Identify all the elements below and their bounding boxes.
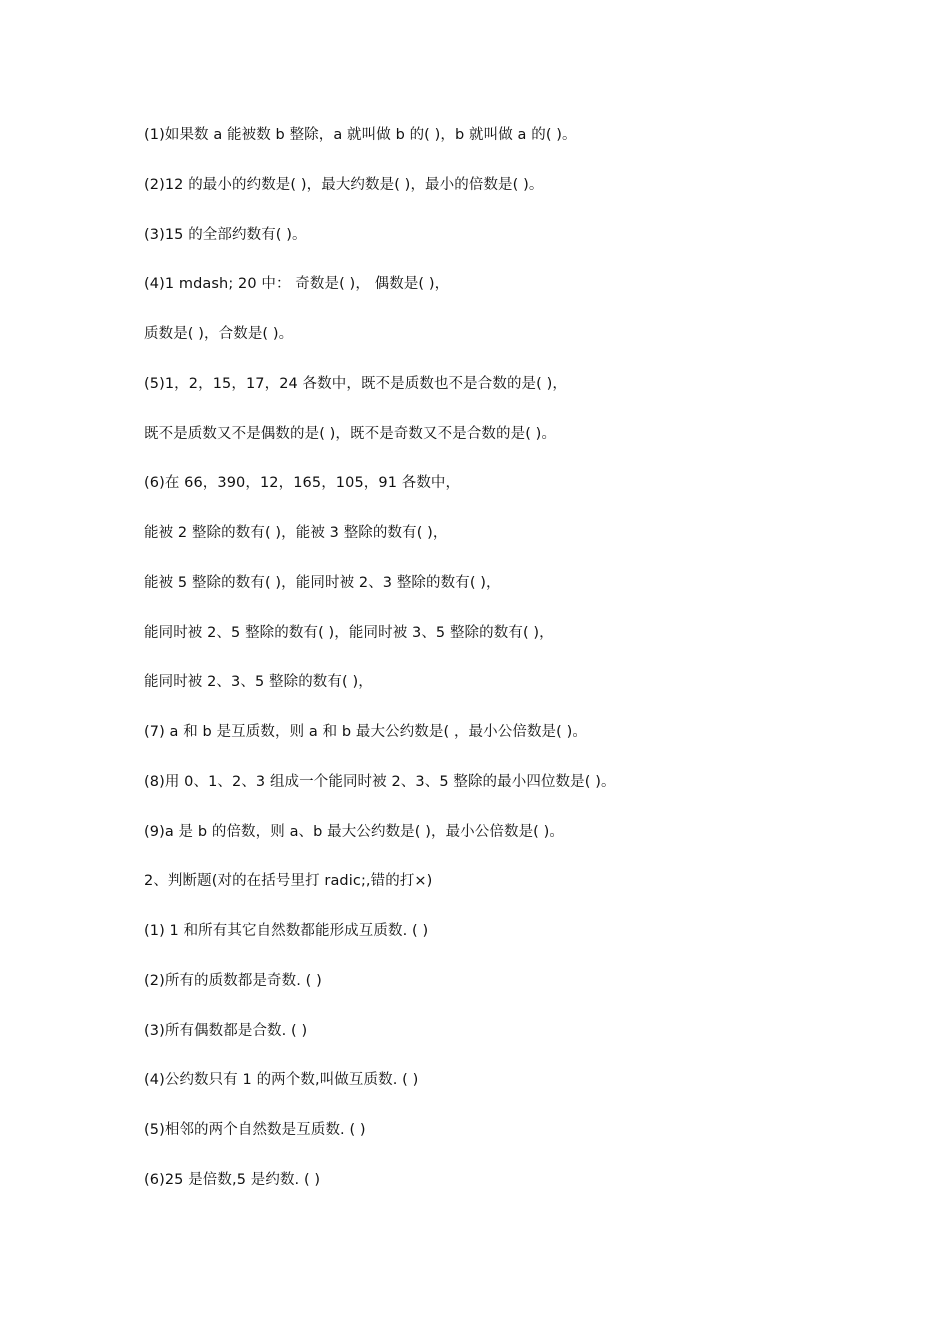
true-false-question-5: (5)相邻的两个自然数是互质数. ( ) — [144, 1122, 366, 1138]
fill-blank-question-8: (8)用 0、1、2、3 组成一个能同时被 2、3、5 整除的最小四位数是( )。 — [144, 773, 616, 790]
fill-blank-question-4: (4)1 mdash; 20 中： 奇数是( )， 偶数是( )， — [144, 276, 450, 293]
fill-blank-question-6-part-c: 能同时被 2、5 整除的数有( )，能同时被 3、5 整除的数有( )， — [144, 624, 554, 641]
fill-blank-question-6-part-d: 能同时被 2、3、5 整除的数有( )， — [144, 674, 373, 691]
true-false-question-1: (1) 1 和所有其它自然数都能形成互质数. ( ) — [144, 923, 429, 939]
fill-blank-question-6: (6)在 66，390，12，165，105，91 各数中， — [144, 475, 461, 492]
fill-blank-question-7: (7) a 和 b 是互质数，则 a 和 b 最大公约数是( ，最小公倍数是( )。 — [144, 724, 587, 740]
fill-blank-question-5: (5)1，2，15，17，24 各数中，既不是质数也不是合数的是( )， — [144, 375, 567, 392]
true-false-question-3: (3)所有偶数都是合数. ( ) — [144, 1022, 308, 1039]
fill-blank-question-5-continued: 既不是质数又不是偶数的是( )，既不是奇数又不是合数的是( )。 — [144, 425, 557, 442]
fill-blank-question-9: (9)a 是 b 的倍数，则 a、b 最大公约数是( )，最小公倍数是( )。 — [144, 823, 565, 840]
true-false-question-2: (2)所有的质数都是奇数. ( ) — [144, 972, 322, 989]
fill-blank-question-2: (2)12 的最小的约数是( )，最大约数是( )，最小的倍数是( )。 — [144, 176, 544, 193]
fill-blank-question-1: (1)如果数 a 能被数 b 整除，a 就叫做 b 的( )，b 就叫做 a 的( )。 — [144, 127, 577, 143]
true-false-question-6: (6)25 是倍数,5 是约数. ( ) — [144, 1171, 321, 1188]
fill-blank-question-3: (3)15 的全部约数有( )。 — [144, 226, 307, 243]
true-false-question-4: (4)公约数只有 1 的两个数,叫做互质数. ( ) — [144, 1072, 419, 1089]
document-body — [144, 122, 864, 1217]
fill-blank-question-6-part-b: 能被 5 整除的数有( )，能同时被 2、3 整除的数有( )， — [144, 574, 501, 591]
true-false-section-heading: 2、判断题(对的在括号里打 radic;,错的打×) — [144, 873, 433, 890]
fill-blank-question-4-continued: 质数是( )，合数是( )。 — [144, 326, 294, 342]
fill-blank-question-6-part-a: 能被 2 整除的数有( )，能被 3 整除的数有( )， — [144, 525, 448, 541]
